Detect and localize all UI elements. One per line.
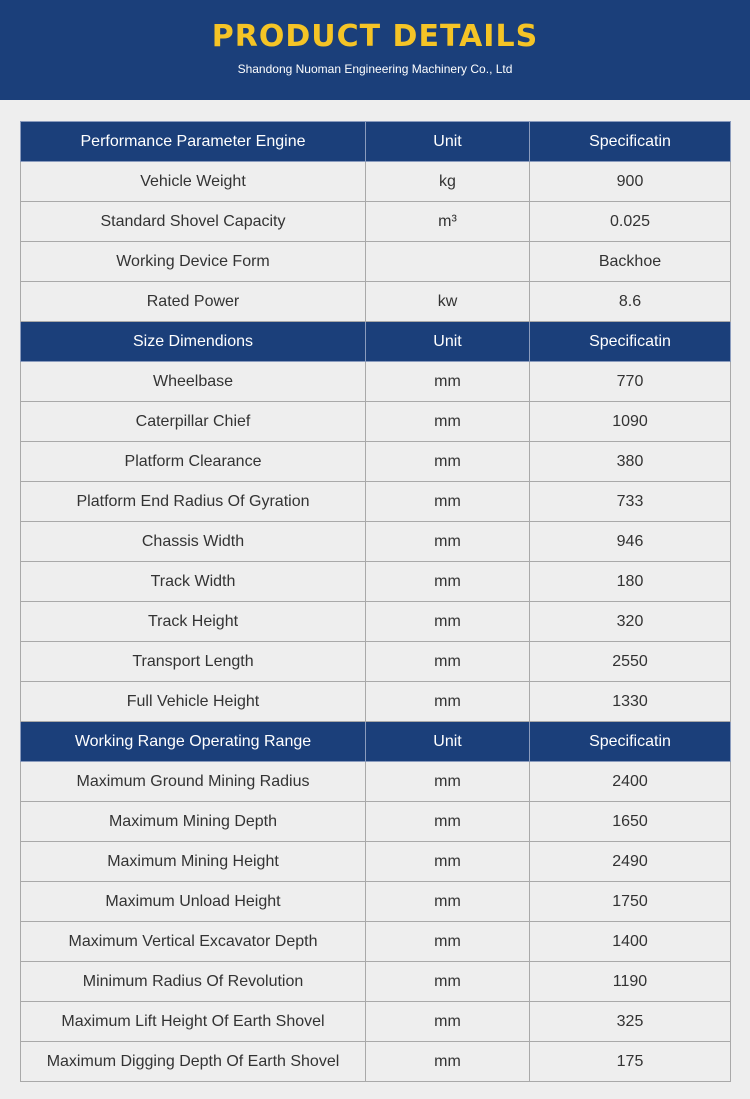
table-row (21, 1042, 731, 1082)
parameter-cell: Platform End Radius Of Gyration (21, 482, 366, 522)
parameter-cell: Rated Power (21, 282, 366, 322)
table-row (21, 482, 731, 522)
value-cell: 2400 (530, 762, 731, 802)
section-header-unit: Unit (366, 122, 530, 162)
table-row (21, 802, 731, 842)
parameter-cell: Full Vehicle Height (21, 682, 366, 722)
unit-cell: mm (366, 642, 530, 682)
unit-cell: kw (366, 282, 530, 322)
value-cell: 320 (530, 602, 731, 642)
unit-cell: mm (366, 1042, 530, 1082)
value-cell: 1330 (530, 682, 731, 722)
value-cell: 0.025 (530, 202, 731, 242)
value-cell: 2490 (530, 842, 731, 882)
table-row (21, 202, 731, 242)
section-header-unit: Unit (366, 722, 530, 762)
table-row (21, 162, 731, 202)
section-header-row (21, 722, 731, 762)
parameter-cell: Caterpillar Chief (21, 402, 366, 442)
value-cell: 8.6 (530, 282, 731, 322)
table-row (21, 242, 731, 282)
table-row (21, 282, 731, 322)
parameter-cell: Minimum Radius Of Revolution (21, 962, 366, 1002)
section-header-value: Specificatin (530, 322, 731, 362)
parameter-cell: Working Device Form (21, 242, 366, 282)
value-cell: 1090 (530, 402, 731, 442)
parameter-cell: Maximum Lift Height Of Earth Shovel (21, 1002, 366, 1042)
unit-cell: mm (366, 962, 530, 1002)
table-row (21, 362, 731, 402)
value-cell: 733 (530, 482, 731, 522)
unit-cell: mm (366, 562, 530, 602)
unit-cell: mm (366, 482, 530, 522)
parameter-cell: Track Width (21, 562, 366, 602)
value-cell: 180 (530, 562, 731, 602)
section-header-parameter: Working Range Operating Range (21, 722, 366, 762)
section-header-parameter: Performance Parameter Engine (21, 122, 366, 162)
value-cell: 1400 (530, 922, 731, 962)
table-row (21, 642, 731, 682)
section-header-parameter: Size Dimendions (21, 322, 366, 362)
value-cell: 900 (530, 162, 731, 202)
parameter-cell: Wheelbase (21, 362, 366, 402)
section-header-value: Specificatin (530, 722, 731, 762)
value-cell: 325 (530, 1002, 731, 1042)
table-row (21, 922, 731, 962)
parameter-cell: Platform Clearance (21, 442, 366, 482)
unit-cell: m³ (366, 202, 530, 242)
section-header-row (21, 322, 731, 362)
unit-cell: mm (366, 442, 530, 482)
section-header-unit: Unit (366, 322, 530, 362)
unit-cell: kg (366, 162, 530, 202)
value-cell: 380 (530, 442, 731, 482)
parameter-cell: Maximum Ground Mining Radius (21, 762, 366, 802)
parameter-cell: Maximum Digging Depth Of Earth Shovel (21, 1042, 366, 1082)
table-row (21, 842, 731, 882)
section-header-value: Specificatin (530, 122, 731, 162)
parameter-cell: Maximum Mining Height (21, 842, 366, 882)
table-row (21, 1002, 731, 1042)
table-row (21, 522, 731, 562)
spec-table-body (21, 122, 731, 1082)
company-name: Shandong Nuoman Engineering Machinery Co., Ltd (237, 62, 513, 76)
unit-cell: mm (366, 762, 530, 802)
table-row (21, 442, 731, 482)
parameter-cell: Vehicle Weight (21, 162, 366, 202)
parameter-cell: Transport Length (21, 642, 366, 682)
value-cell: 2550 (530, 642, 731, 682)
table-row (21, 962, 731, 1002)
unit-cell: mm (366, 362, 530, 402)
parameter-cell: Chassis Width (21, 522, 366, 562)
unit-cell: mm (366, 602, 530, 642)
spec-table (20, 121, 731, 1082)
unit-cell: mm (366, 682, 530, 722)
value-cell: 770 (530, 362, 731, 402)
value-cell: 1650 (530, 802, 731, 842)
table-row (21, 682, 731, 722)
unit-cell: mm (366, 922, 530, 962)
section-header-row (21, 122, 731, 162)
parameter-cell: Standard Shovel Capacity (21, 202, 366, 242)
unit-cell: mm (366, 402, 530, 442)
unit-cell: mm (366, 1002, 530, 1042)
table-row (21, 402, 731, 442)
table-row (21, 762, 731, 802)
table-row (21, 882, 731, 922)
table-row (21, 602, 731, 642)
unit-cell (366, 242, 530, 282)
value-cell: 1190 (530, 962, 731, 1002)
unit-cell: mm (366, 802, 530, 842)
parameter-cell: Track Height (21, 602, 366, 642)
unit-cell: mm (366, 882, 530, 922)
parameter-cell: Maximum Vertical Excavator Depth (21, 922, 366, 962)
value-cell: Backhoe (530, 242, 731, 282)
page-title: PRODUCT DETAILS (211, 19, 539, 54)
table-row (21, 562, 731, 602)
value-cell: 175 (530, 1042, 731, 1082)
header-banner (0, 0, 750, 100)
unit-cell: mm (366, 522, 530, 562)
parameter-cell: Maximum Unload Height (21, 882, 366, 922)
value-cell: 946 (530, 522, 731, 562)
value-cell: 1750 (530, 882, 731, 922)
unit-cell: mm (366, 842, 530, 882)
parameter-cell: Maximum Mining Depth (21, 802, 366, 842)
